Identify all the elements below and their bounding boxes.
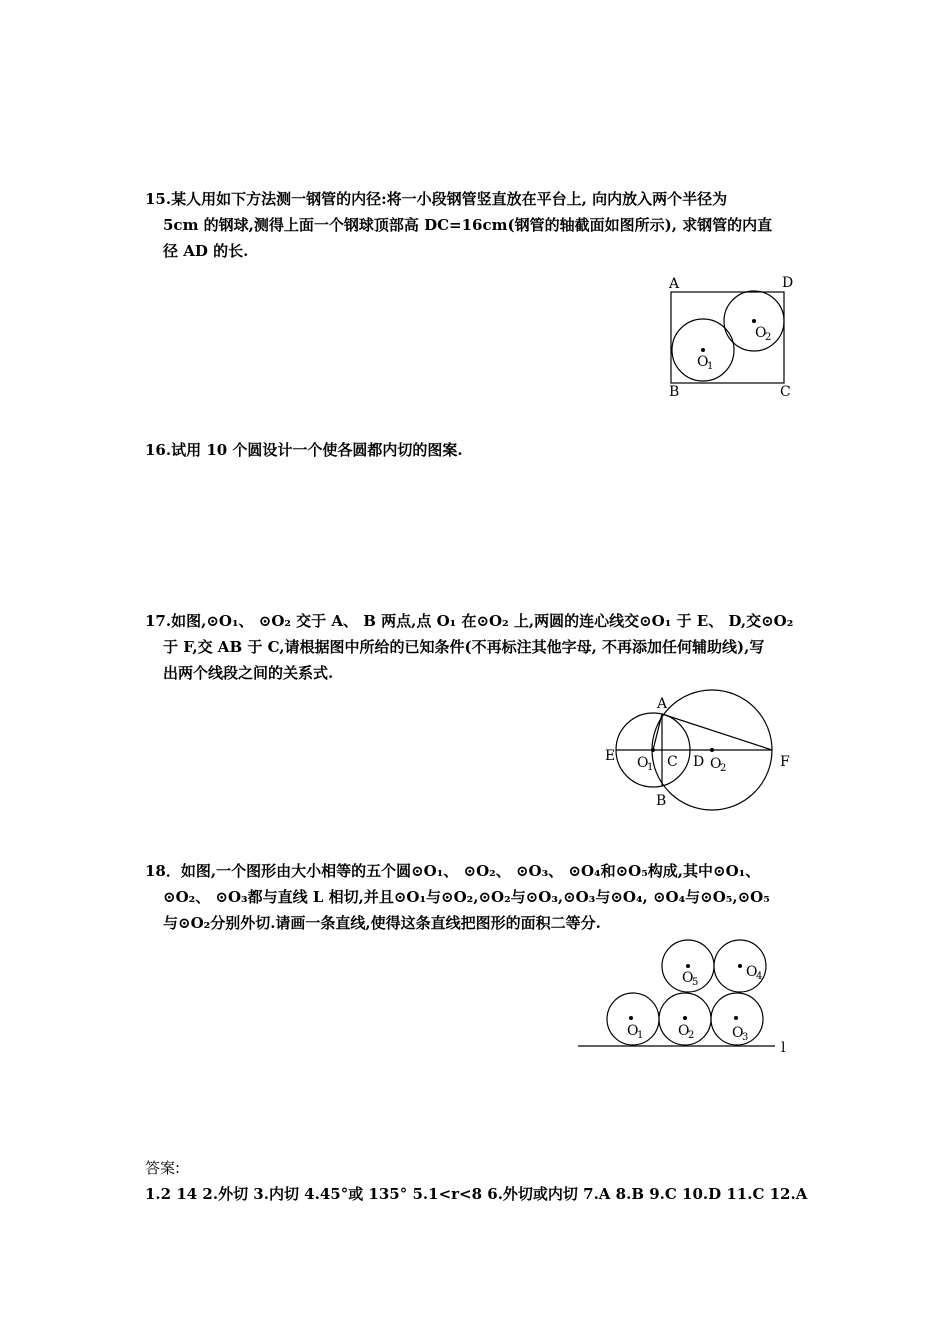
label-o5: O	[682, 970, 694, 986]
center-o3-dot	[734, 1016, 738, 1020]
label-d: D	[782, 275, 794, 291]
label-b: B	[656, 793, 667, 809]
question-18-line-3: 与⊙O₂分别外切.请画一条直线,使得这条直线把图形的面积二等分.	[163, 914, 601, 932]
center-o1-dot	[629, 1016, 633, 1020]
label-line-l: l	[781, 1040, 786, 1056]
label-o2-sub: 2	[720, 763, 727, 774]
label-o3: O	[732, 1025, 744, 1041]
answers-text: 1.2 14 2.外切 3.内切 4.45°或 135° 5.1<r<8 6.外切或内切 7.A 8.B 9.C 10.D 11.C 12.A	[145, 1185, 808, 1203]
label-a: A	[669, 276, 680, 292]
question-16	[145, 437, 815, 463]
label-o2-sub: 2	[765, 332, 772, 343]
label-b: B	[669, 384, 680, 400]
label-o1: O	[627, 1023, 639, 1039]
label-c: C	[667, 754, 678, 770]
question-17-line-1: 17.如图,⊙O₁、 ⊙O₂ 交于 A、 B 两点,点 O₁ 在⊙O₂ 上,两圆的连心线交⊙O₁ 于 E、 D,交⊙O₂	[145, 612, 794, 630]
line-af	[662, 714, 772, 750]
label-o1: O	[637, 755, 649, 771]
center-o4-dot	[738, 964, 742, 968]
question-18-line-1: 18．如图,一个图形由大小相等的五个圆⊙O₁、 ⊙O₂、 ⊙O₃、 ⊙O₄和⊙O₅构成,其中⊙O₁、	[145, 862, 761, 880]
label-e: E	[605, 748, 616, 764]
label-o2: O	[755, 325, 767, 341]
label-o3-sub: 3	[742, 1032, 749, 1043]
center-o1-dot	[701, 348, 705, 352]
question-18	[145, 858, 815, 936]
figure-15	[660, 270, 820, 405]
figure-17	[600, 688, 800, 813]
label-f: F	[780, 754, 790, 770]
center-o1-dot	[651, 748, 655, 752]
center-o2-dot	[683, 1016, 687, 1020]
center-o5-dot	[686, 964, 690, 968]
question-17	[145, 608, 815, 686]
label-o1-sub: 1	[637, 1030, 644, 1041]
label-o5-sub: 5	[692, 977, 699, 988]
label-o2: O	[678, 1023, 690, 1039]
label-o2: O	[710, 756, 722, 772]
label-o1-sub: 1	[647, 762, 654, 773]
question-18-line-2: ⊙O₂、 ⊙O₃都与直线 L 相切,并且⊙O₁与⊙O₂,⊙O₂与⊙O₃,⊙O₃与⊙O₄, ⊙O₄与⊙O₅,⊙O₅	[163, 888, 770, 906]
label-c: C	[780, 384, 791, 400]
label-o4-sub: 4	[756, 971, 763, 982]
label-d: D	[693, 754, 705, 770]
answers-label: 答案:	[145, 1159, 181, 1177]
label-o4: O	[746, 964, 758, 980]
figure-18	[570, 933, 800, 1058]
question-15-line-3: 径 AD 的长.	[163, 242, 249, 260]
center-o2-dot	[710, 748, 714, 752]
question-15-line-1: 15.某人用如下方法测一钢管的内径:将一小段钢管竖直放在平台上, 向内放入两个半径为	[145, 190, 728, 208]
question-16-line-1: 16.试用 10 个圆设计一个使各圆都内切的图案.	[145, 441, 463, 459]
question-15	[145, 186, 815, 264]
label-o2-sub: 2	[688, 1030, 695, 1041]
center-o2-dot	[752, 319, 756, 323]
label-o1: O	[697, 354, 709, 370]
question-15-line-2: 5cm 的钢球,测得上面一个钢球顶部高 DC=16cm(钢管的轴截面如图所示), 求钢管的内直	[163, 216, 773, 234]
label-o1-sub: 1	[707, 361, 714, 372]
label-a: A	[657, 696, 668, 712]
question-17-line-2: 于 F,交 AB 于 C,请根据图中所给的已知条件(不再标注其他字母, 不再添加任何辅助线),写	[163, 638, 765, 656]
question-17-line-3: 出两个线段之间的关系式.	[163, 664, 334, 682]
